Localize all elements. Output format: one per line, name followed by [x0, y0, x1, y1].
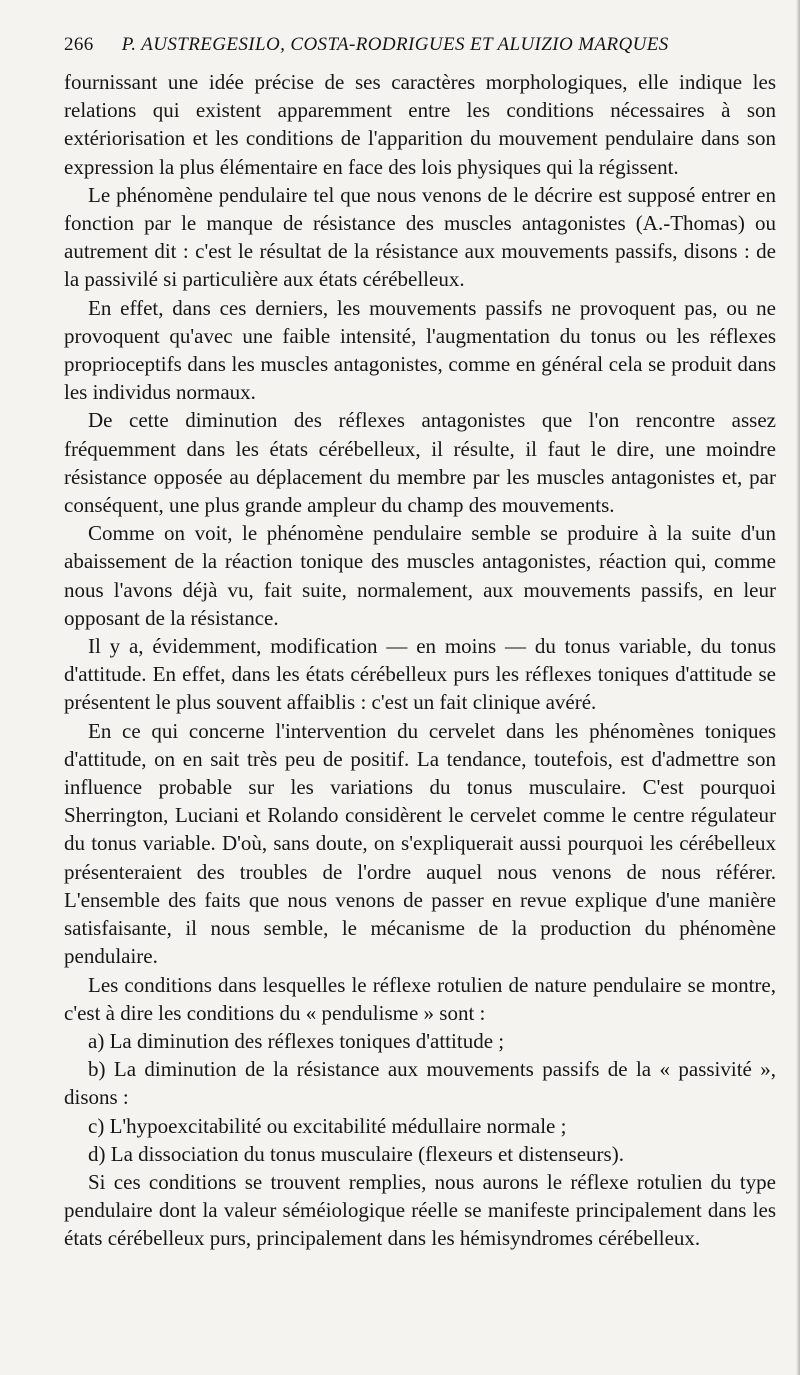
paragraph-1: fournissant une idée précise de ses caractères morphologiques, elle indique les relations qui existent apparemment entre les conditions nécessaires à son extériorisation et les conditions de l'apparition du mouvement pendulaire dans son expression la plus élémentaire en face des lois physiques qui la régissent.	[64, 70, 776, 179]
list-item-b: b) La diminution de la résistance aux mouvements passifs de la « passivité », disons :	[64, 1057, 776, 1110]
document-page	[64, 34, 776, 1253]
paragraph-3: En effet, dans ces derniers, les mouvements passifs ne provoquent pas, ou ne provoquent qu'avec une faible intensité, l'augmentation du tonus ou les réflexes proprioceptifs dans les muscles antagonistes, comme en général cela se produit dans les individus normaux.	[64, 295, 776, 405]
list-item-c: c) L'hypoexcitabilité ou excitabilité médullaire normale ;	[88, 1113, 567, 1138]
paragraph-5: Comme on voit, le phénomène pendulaire semble se produire à la suite d'un abaissement de la réaction tonique des muscles antagonistes, réaction qui, comme nous l'avons déjà vu, fait suite, normalement, aux mouvements passifs, en leur opposant de la résistance.	[64, 521, 776, 630]
page-header	[64, 34, 776, 56]
list-item-a: a) La diminution des réflexes toniques d'attitude ;	[88, 1028, 505, 1053]
paragraph-7: En ce qui concerne l'intervention du cervelet dans les phénomènes toniques d'attitude, on en sait très peu de positif. La tendance, toutefois, est d'admettre son influence probable sur les variations du tonus musculaire. C'est pourquoi Sherrington, Luciani et Rolando considèrent le cervelet comme le centre régulateur du tonus variable. D'où, sans doute, on s'expliquerait aussi pourquoi les cérébelleux présenteraient des troubles de l'ordre auquel nous venons de nous référer. L'ensemble des faits que nous venons de passer en revue explique d'une manière satisfaisante, il nous semble, le mécanisme de la production du phénomène pendulaire.	[64, 718, 776, 969]
running-title: P. AUSTREGESILO, COSTA-RODRIGUES ET ALUIZIO MARQUES	[121, 34, 669, 55]
list-item-d: d) La dissociation du tonus musculaire (flexeurs et distenseurs).	[88, 1141, 624, 1166]
paragraph-4: De cette diminution des réflexes antagonistes que l'on rencontre assez fréquemment dans les états cérébelleux, il résulte, il faut le dire, une moindre résistance opposée au déplacement du membre par les muscles antagonistes et, par conséquent, une plus grande ampleur du champ des mouvements.	[64, 408, 776, 518]
paragraph-2: Le phénomène pendulaire tel que nous venons de le décrire est supposé entrer en fonction par le manque de résistance des muscles antagonistes (A.-Thomas) ou autrement dit : c'est le résultat de la résistance aux mouvements passifs, disons : de la passivilé si particulière aux états cérébelleux.	[64, 182, 776, 292]
page-edge-shadow	[796, 0, 800, 1375]
paragraph-6: Il y a, évidemment, modification — en moins — du tonus variable, du tonus d'attitude. En effet, dans les états cérébelleux purs les réflexes toniques d'attitude se présentent le plus souvent affaiblis : c'est un fait clinique avéré.	[64, 634, 776, 715]
paragraph-final: Si ces conditions se trouvent remplies, nous aurons le réflexe rotulien du type pendulaire dont la valeur séméiologique réelle se manifeste principalement dans les états cérébelleux purs, principalement dans les hémisyndromes cérébelleux.	[64, 1169, 776, 1251]
paragraph-8: Les conditions dans lesquelles le réflexe rotulien de nature pendulaire se montre, c'est à dire les conditions du « pendulisme » sont :	[64, 972, 776, 1025]
page-number: 266	[64, 34, 94, 55]
